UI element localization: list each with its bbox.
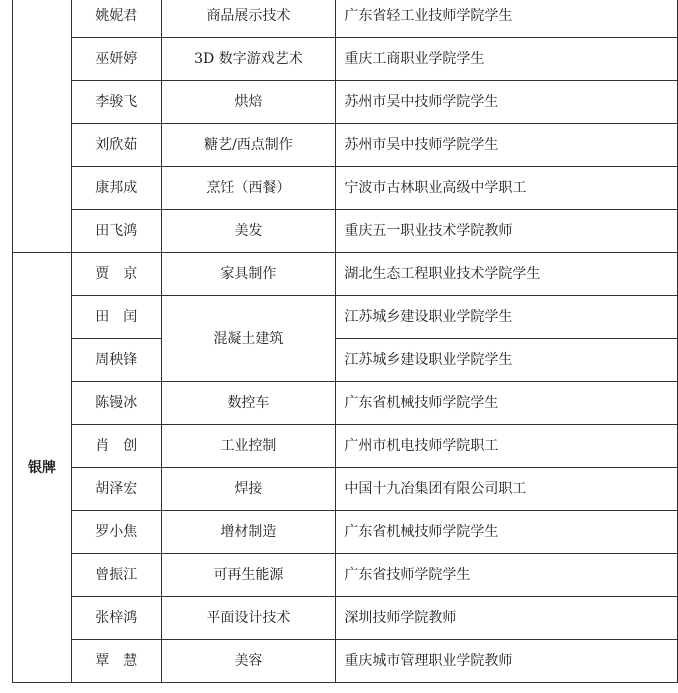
- table-row: [13, 253, 678, 296]
- winner-unit: 江苏城乡建设职业学院学生: [336, 339, 678, 382]
- winner-name: 田飞鸿: [72, 210, 161, 253]
- table-row: [13, 382, 678, 425]
- award-table: [12, 0, 678, 683]
- competition-project: 美容: [161, 640, 336, 683]
- competition-project: 工业控制: [161, 425, 336, 468]
- competition-project: 烘焙: [161, 81, 336, 124]
- competition-project: 家具制作: [161, 253, 336, 296]
- winner-name: 巫妍婷: [72, 38, 161, 81]
- table-row: [13, 38, 678, 81]
- competition-project: 增材制造: [161, 511, 336, 554]
- winner-unit: 重庆工商职业学院学生: [336, 38, 678, 81]
- winner-unit: 宁波市古林职业高级中学职工: [336, 167, 678, 210]
- competition-project: 美发: [161, 210, 336, 253]
- winner-name: 陈镘冰: [72, 382, 161, 425]
- winner-name: 康邦成: [72, 167, 161, 210]
- winner-unit: 广州市机电技师学院职工: [336, 425, 678, 468]
- winner-unit: 广东省机械技师学院学生: [336, 511, 678, 554]
- winner-unit: 深圳技师学院教师: [336, 597, 678, 640]
- table-row: [13, 124, 678, 167]
- table-row: [13, 597, 678, 640]
- winner-name: 周秧锋: [72, 339, 161, 382]
- table-row: [13, 511, 678, 554]
- winner-unit: 江苏城乡建设职业学院学生: [336, 296, 678, 339]
- winner-name: 肖 创: [72, 425, 161, 468]
- winner-name: 曾振江: [72, 554, 161, 597]
- winner-name: 覃 慧: [72, 640, 161, 683]
- competition-project: 焊接: [161, 468, 336, 511]
- competition-project: 3D 数字游戏艺术: [161, 38, 336, 81]
- table-row: [13, 339, 678, 382]
- winner-unit: 广东省机械技师学院学生: [336, 382, 678, 425]
- winner-name: 贾 京: [72, 253, 161, 296]
- table-row: [13, 167, 678, 210]
- table-row: [13, 296, 678, 339]
- winner-name: 姚妮君: [72, 0, 161, 38]
- table-row: [13, 210, 678, 253]
- winner-name: 胡泽宏: [72, 468, 161, 511]
- winner-name: 张梓鸿: [72, 597, 161, 640]
- winner-unit: 重庆城市管理职业学院教师: [336, 640, 678, 683]
- competition-project: 糖艺/西点制作: [161, 124, 336, 167]
- winner-unit: 重庆五一职业技术学院教师: [336, 210, 678, 253]
- winner-name: 刘欣茹: [72, 124, 161, 167]
- winner-name: 李骏飞: [72, 81, 161, 124]
- competition-project: 平面设计技术: [161, 597, 336, 640]
- winner-unit: 苏州市吴中技师学院学生: [336, 81, 678, 124]
- table-row: [13, 425, 678, 468]
- table-row: [13, 81, 678, 124]
- winner-unit: 苏州市吴中技师学院学生: [336, 124, 678, 167]
- winner-unit: 湖北生态工程职业技术学院学生: [336, 253, 678, 296]
- competition-project: 混凝土建筑: [161, 296, 336, 382]
- table-row: [13, 554, 678, 597]
- winner-unit: 中国十九冶集团有限公司职工: [336, 468, 678, 511]
- winner-name: 田 闰: [72, 296, 161, 339]
- competition-project: 数控车: [161, 382, 336, 425]
- competition-project: 商品展示技术: [161, 0, 336, 38]
- winner-name: 罗小焦: [72, 511, 161, 554]
- competition-project: 烹饪（西餐）: [161, 167, 336, 210]
- competition-project: 可再生能源: [161, 554, 336, 597]
- category-silver: 银牌: [13, 253, 72, 683]
- winner-unit: 广东省轻工业技师学院学生: [336, 0, 678, 38]
- continued-category-cell: [13, 0, 72, 253]
- table-row: [13, 640, 678, 683]
- table-row: [13, 468, 678, 511]
- winner-unit: 广东省技师学院学生: [336, 554, 678, 597]
- table-row: [13, 0, 678, 38]
